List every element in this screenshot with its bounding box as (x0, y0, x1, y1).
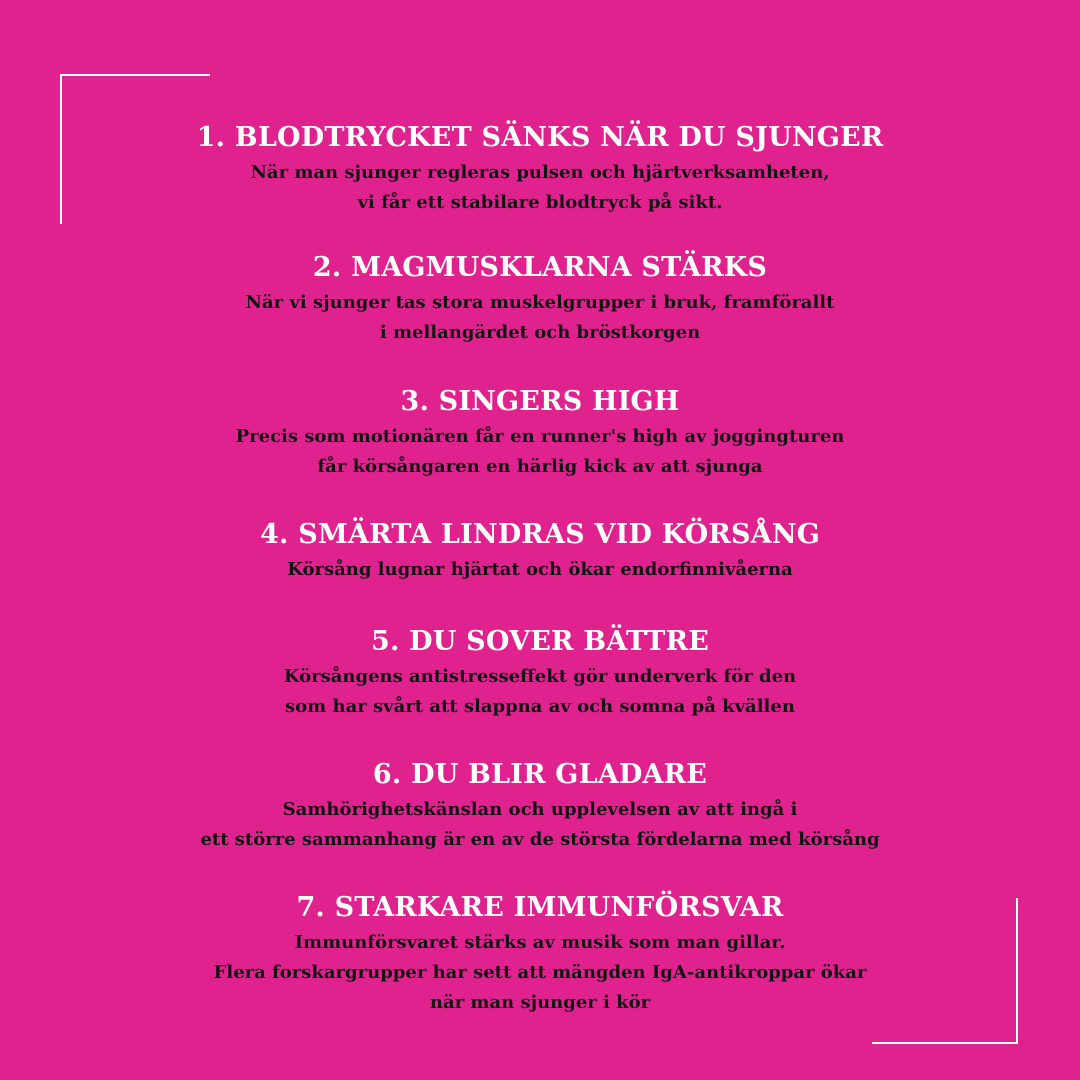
benefit-section-4 (60, 515, 1020, 585)
benefit-section-6 (60, 755, 1020, 855)
benefit-text-line: vi får ett stabilare blodtryck på sikt. (357, 192, 723, 213)
benefit-text-line: Körsångens antistresseffekt gör underverk för den (283, 666, 797, 687)
benefit-section-7 (60, 888, 1020, 1018)
benefit-section-2 (60, 248, 1020, 348)
benefit-text-line: Samhörighetskänslan och upplevelsen av att ingå i (282, 799, 798, 820)
benefit-heading: 6. DU BLIR GLADARE (372, 759, 708, 790)
benefit-heading: 1. BLODTRYCKET SÄNKS NÄR DU SJUNGER (196, 122, 884, 153)
benefit-section-5 (60, 622, 1020, 722)
benefit-text-line: ett större sammanhang är en av de största fördelarna med körsång (200, 829, 880, 850)
benefit-heading: 7. STARKARE IMMUNFÖRSVAR (296, 892, 784, 923)
benefit-heading: 4. SMÄRTA LINDRAS VID KÖRSÅNG (260, 519, 820, 550)
benefit-heading: 2. MAGMUSKLARNA STÄRKS (312, 252, 768, 283)
benefit-text-line: Körsång lugnar hjärtat och ökar endorfinnivåerna (287, 559, 793, 580)
benefits-list (60, 118, 1020, 1048)
benefit-text-line: När man sjunger regleras pulsen och hjärtverksamheten, (250, 162, 830, 183)
benefit-heading: 5. DU SOVER BÄTTRE (371, 626, 709, 657)
benefit-text-line: när man sjunger i kör (429, 992, 651, 1013)
benefit-text-line: Precis som motionären får en runner's high av joggingturen (235, 426, 845, 447)
benefit-text-line: i mellangärdet och bröstkorgen (379, 322, 701, 343)
benefit-text-line: får körsångaren en härlig kick av att sjunga (317, 456, 763, 477)
benefit-text-line: När vi sjunger tas stora muskelgrupper i bruk, framförallt (245, 292, 835, 313)
benefit-section-3 (60, 382, 1020, 482)
benefit-text-line: som har svårt att slappna av och somna på kvällen (285, 696, 795, 717)
benefit-text-line: Immunförsvaret stärks av musik som man gillar. (294, 932, 786, 953)
benefit-text-line: Flera forskargrupper har sett att mängden IgA-antikroppar ökar (213, 962, 867, 983)
benefit-section-1 (60, 118, 1020, 218)
benefit-heading: 3. SINGERS HIGH (400, 386, 680, 417)
